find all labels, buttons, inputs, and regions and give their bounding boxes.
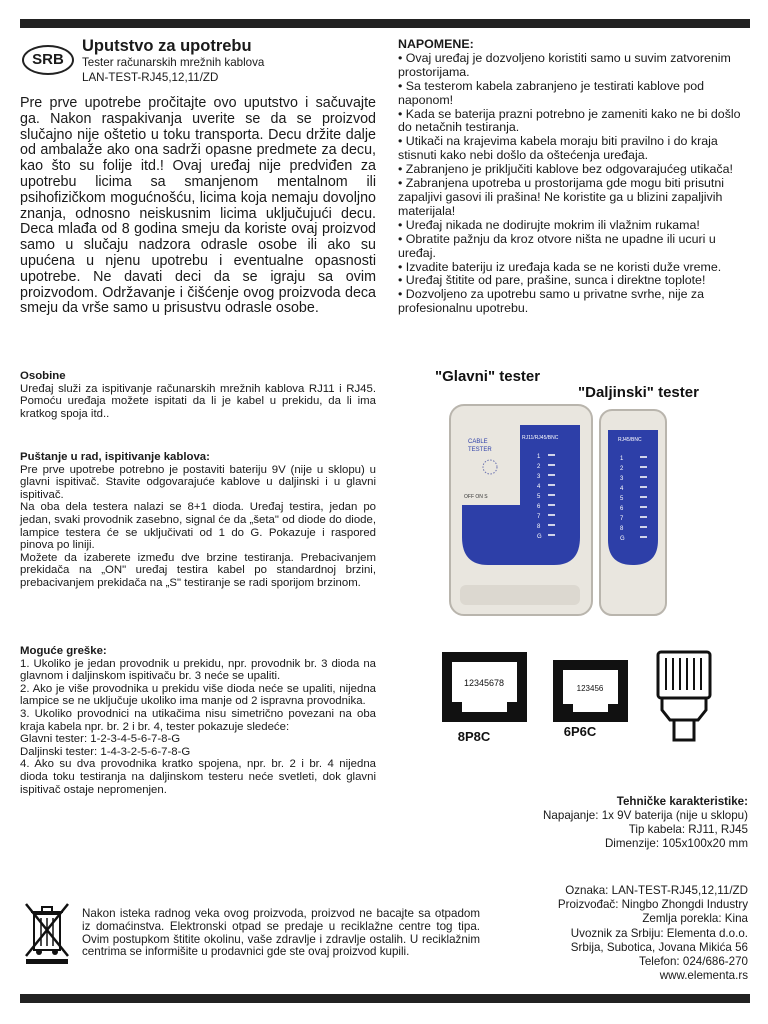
led-indicator (548, 484, 555, 486)
features-body: Uređaj služi za ispitivanje računarskih mrežnih kablova RJ11 i RJ45. Pomoću uređaja možete ispitati da li je kabel u prekidu, da li ima kratkog spoja itd.. (20, 382, 376, 420)
remote-tester-panel (608, 430, 658, 565)
crossed-bin-icon (22, 900, 74, 964)
language-badge: SRB (22, 45, 74, 75)
led-indicator (548, 464, 555, 466)
connector-6p6c-pins: 123456 (576, 684, 604, 693)
notes-heading: NAPOMENE: (398, 37, 474, 51)
subtitle-line-1: Tester računarskih mrežnih kablova (82, 56, 265, 69)
operation-section (20, 451, 376, 590)
intro-paragraph (20, 96, 376, 317)
spec-line: Napajanje: 1x 9V baterija (nije u sklopu) (543, 809, 748, 822)
led-indicator (548, 534, 555, 536)
led-label: 5 (620, 496, 624, 502)
features-section (20, 370, 376, 420)
tester-illustration (440, 395, 680, 625)
error-line: Glavni tester: 1-2-3-4-5-6-7-8-G (20, 733, 181, 746)
led-indicator (548, 514, 555, 516)
errors-heading: Moguće greške: (20, 645, 107, 657)
note-item: • Uređaj štitite od pare, prašine, sunca i direktne toplote! (398, 273, 706, 288)
led-indicator (548, 524, 555, 526)
note-item: • Utikači na krajevima kabela moraju biti pravilno i do kraja stisnuti kako nebi došlo da oštećenja uređaja. (398, 134, 718, 163)
led-indicator (640, 486, 647, 488)
led-indicator (548, 494, 555, 496)
operation-heading: Puštanje u rad, ispitivanje kablova: (20, 451, 210, 463)
led-indicator (640, 516, 647, 518)
recycling-notice: Nakon isteka radnog veka ovog proizvoda, proizvod ne bacajte sa otpadom iz domaćinstva. Elektronski otpad se predaje u reciklažne centre tog tipa. Ovim postupkom štitite okolinu, vaše zdravlje i zdravlje ostalih. U reciklažnim centrima se informišite u prodavnici gde ste ovaj proizvod kupili. (82, 907, 480, 959)
website-link[interactable]: www.elementa.rs (659, 969, 748, 983)
led-indicator (640, 456, 647, 458)
info-line: Proizvođač: Ningbo Zhongdi Industry (557, 898, 748, 912)
led-label: 8 (537, 524, 541, 530)
error-line: 1. Ukoliko je jedan provodnik u prekidu, npr. provodnik br. 3 dioda na glavnom i daljinskom ispitivaču br. 3 neće se upaliti. (20, 657, 376, 683)
note-item: • Ovaj uređaj je dozvoljeno koristiti samo u suvim zatvorenim prostorijama. (398, 50, 731, 79)
info-line: Oznaka: LAN-TEST-RJ45,12,11/ZD (565, 884, 748, 897)
led-indicator (640, 466, 647, 468)
led-label: 5 (537, 494, 541, 500)
led-label: 3 (620, 476, 624, 482)
error-line: 4. Ako su dva provodnika kratko spojena, npr. br. 2 i br. 4 nijedna dioda toku testiranja na daljinskom testeru neće svetleti, dok glavni ispitivač ostaje nepromenjen. (20, 758, 376, 796)
led-indicator (548, 504, 555, 506)
info-line: Zemlja porekla: Kina (642, 912, 748, 926)
led-label: 4 (620, 486, 624, 492)
spec-line: Tip kabela: RJ11, RJ45 (628, 823, 748, 836)
note-item: • Obratite pažnju da kroz otvore ništa ne upadne ili ucuri u uređaj. (398, 231, 716, 260)
note-item: • Sa testerom kabela zabranjeno je testirati kablove pod naponom! (398, 78, 705, 107)
bottom-rule (20, 994, 750, 1003)
led-indicator (640, 496, 647, 498)
note-item: • Kada se baterija prazni potrebno je zameniti kako ne bi došlo do netačnih testiranja. (398, 106, 741, 135)
rj45-plug-icon (658, 652, 710, 740)
intro-text: Pre prve upotrebe pročitajte ovo uputstvo i sačuvajte ga. Nakon raspakivanja uverite se da se proizvod slučajno nije oštetio u toku transporta. Decu držite dalje od ambalaže ako ona sadrži opasne predmete za decu, kao što su folije itd.! Ovaj uređaj nije predviđen za upotrebu licima sa smanjenom mentalnom ili psihofizičkom mogućnošću, licima koja nemaju dovoljno znanja, odnosno neiskusnim licima uključujući decu. Deca mlađa od 8 godina smeju da koriste ovaj proizvod samo u slučaju nadzora odrasle osobe ili ako su upućena u njenu upotrebu i eventualne opasnosti upotrebe. Ne davati deci da se igraju sa ovim proizvodom. Održavanje i čišćenje ovog proizvoda deca smeju da vrše samo u prisustvu odrasle osobe. (20, 95, 376, 317)
error-line: Daljinski tester: 1-4-3-2-5-6-7-8-G (20, 745, 191, 758)
info-line: Uvoznik za Srbiju: Elementa d.o.o. (570, 926, 748, 940)
specs-heading: Tehničke karakteristike: (616, 795, 748, 808)
specs-section (428, 795, 748, 851)
notes-list (398, 52, 754, 316)
operation-paragraph-1: Pre prve upotrebe potrebno je postaviti bateriju 9V (nije u sklopu) u glavni ispitivač. Stavite odgovarajuće kablove u daljinski i u glavni ispitivač. (20, 463, 376, 501)
led-indicator (640, 526, 647, 528)
switch-label: OFF ON S (464, 494, 488, 500)
main-face-top: RJ11/RJ45/BNC (522, 435, 559, 441)
note-item: • Zabranjena upotreba u prostorijama gde mogu biti prisutni zapaljivi gasovi ili prašina! Ne koristite ga u blizini zapaljivih materijala! (398, 176, 724, 218)
features-heading: Osobine (20, 370, 66, 382)
top-rule (20, 19, 750, 28)
connectors-illustration (440, 650, 740, 750)
main-tester-label: "Glavni" tester (435, 368, 541, 385)
connector-6p6c-label: 6P6C (563, 724, 597, 739)
main-face-line2: TESTER (468, 447, 492, 453)
led-label: 6 (620, 506, 624, 512)
notes-section (398, 38, 754, 316)
led-indicator (640, 536, 647, 538)
main-tester-base (460, 585, 580, 605)
led-label: 2 (537, 464, 541, 470)
model-code: LAN-TEST-RJ45,12,11/ZD (82, 71, 219, 84)
led-label: 1 (537, 454, 541, 460)
led-indicator (640, 476, 647, 478)
main-tester-window (462, 425, 520, 505)
led-label: G (620, 536, 625, 542)
spec-line: Dimenzije: 105x100x20 mm (604, 837, 748, 850)
led-indicator (640, 506, 647, 508)
errors-section (20, 645, 376, 796)
remote-tester-label: "Daljinski" tester (578, 384, 699, 401)
main-face-line1: CABLE (468, 439, 488, 445)
led-label: 3 (537, 474, 541, 480)
note-item: • Zabranjeno je priključiti kablove bez odgovarajućeg utikača! (398, 162, 733, 177)
led-label: 4 (537, 484, 541, 490)
error-line: 3. Ukoliko provodnici na utikačima nisu simetrično povezani na oba kraja kabela npr. br. 2 i br. 4, tester pokazuje sledeće: (20, 707, 376, 733)
error-line: 2. Ako je više provodnika u prekidu više dioda neće se upaliti, nijedna lampice se ne uključuje ukoliko ima manje od 2 ispravna provodnika. (20, 682, 376, 708)
info-line: Srbija, Subotica, Jovana Mikića 56 (570, 940, 748, 954)
led-label: 7 (620, 516, 624, 522)
page-title: Uputstvo za upotrebu (82, 37, 252, 55)
operation-paragraph-3: Možete da izaberete između dve brzine testiranja. Prebacivanjem prekidača na „ON" uređaj testira kabel po standardnoj brzini, prebacivanjem prekidača na „S" testiranje se radi sporijom brzinom. (20, 551, 376, 589)
led-label: 2 (620, 466, 624, 472)
info-line: Telefon: 024/686-270 (639, 955, 748, 969)
connector-8p8c-label: 8P8C (457, 729, 491, 744)
company-info (448, 884, 748, 983)
note-item: • Uređaj nikada ne dodirujte mokrim ili vlažnim rukama! (398, 217, 700, 232)
note-item: • Izvadite bateriju iz uređaja kada se ne koristi duže vreme. (398, 259, 722, 274)
connector-8p8c-pins: 12345678 (463, 678, 505, 688)
led-label: 7 (537, 514, 541, 520)
led-indicator (548, 454, 555, 456)
led-indicator (548, 474, 555, 476)
errors-list (20, 658, 376, 797)
led-label: 6 (537, 504, 541, 510)
operation-paragraph-2: Na oba dela testera nalazi se 8+1 dioda. Uređaj testira, jedan po jedan, svaki provodnik zasebno, signal će da „šeta" od diode do diode, lampice testera će se uključivati od 1 do G. Pokazuje i raspored pinova po liniji. (20, 501, 376, 552)
led-label: 8 (620, 526, 624, 532)
led-label: G (537, 534, 542, 540)
led-label: 1 (620, 456, 624, 462)
remote-face-top: RJ45/BNC (618, 437, 642, 443)
note-item: • Dozvoljeno za upotrebu samo u privatne svrhe, nije za profesionalnu upotrebu. (398, 287, 705, 316)
